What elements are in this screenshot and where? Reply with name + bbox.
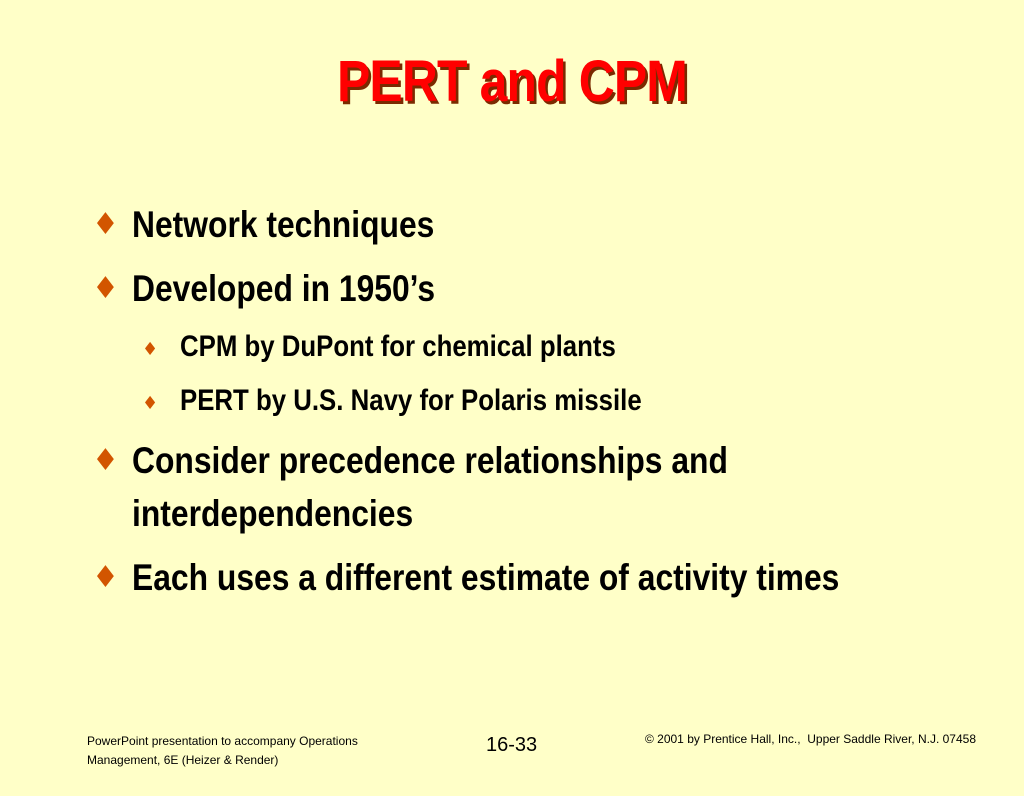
footer-copyright: © 2001 by Prentice Hall, Inc., Upper Saddle River, N.J. 07458 — [644, 732, 976, 746]
bullet-item — [92, 262, 932, 315]
bullet-text: Consider precedence relationships and interdependencies — [132, 440, 728, 534]
sub-bullet-item — [142, 380, 932, 422]
footer-attribution-line: PowerPoint presentation to accompany Operations — [87, 734, 358, 748]
diamond-bullet-icon: ♦ — [92, 207, 119, 242]
diamond-bullet-icon: ♦ — [142, 393, 159, 414]
bullet-item — [92, 551, 932, 604]
diamond-bullet-icon: ♦ — [142, 339, 159, 360]
diamond-bullet-icon: ♦ — [92, 560, 119, 595]
bullet-list — [92, 198, 932, 615]
bullet-text: Each uses a different estimate of activity times — [132, 557, 840, 598]
sub-bullet-text: CPM by DuPont for chemical plants — [180, 330, 616, 363]
diamond-bullet-icon: ♦ — [92, 271, 119, 306]
footer-attribution-line: Management, 6E (Heizer & Render) — [87, 753, 279, 767]
sub-bullet-text: PERT by U.S. Navy for Polaris missile — [180, 384, 642, 417]
bullet-item — [92, 434, 932, 540]
bullet-text: Network techniques — [132, 204, 435, 245]
bullet-item — [92, 198, 932, 251]
sub-bullet-item — [142, 326, 932, 368]
bullet-text: Developed in 1950’s — [132, 268, 436, 309]
footer-attribution — [87, 732, 387, 770]
slide-title: PERT and CPM — [337, 49, 687, 114]
diamond-bullet-icon: ♦ — [92, 443, 119, 478]
slide-number: 16-33 — [486, 734, 538, 756]
